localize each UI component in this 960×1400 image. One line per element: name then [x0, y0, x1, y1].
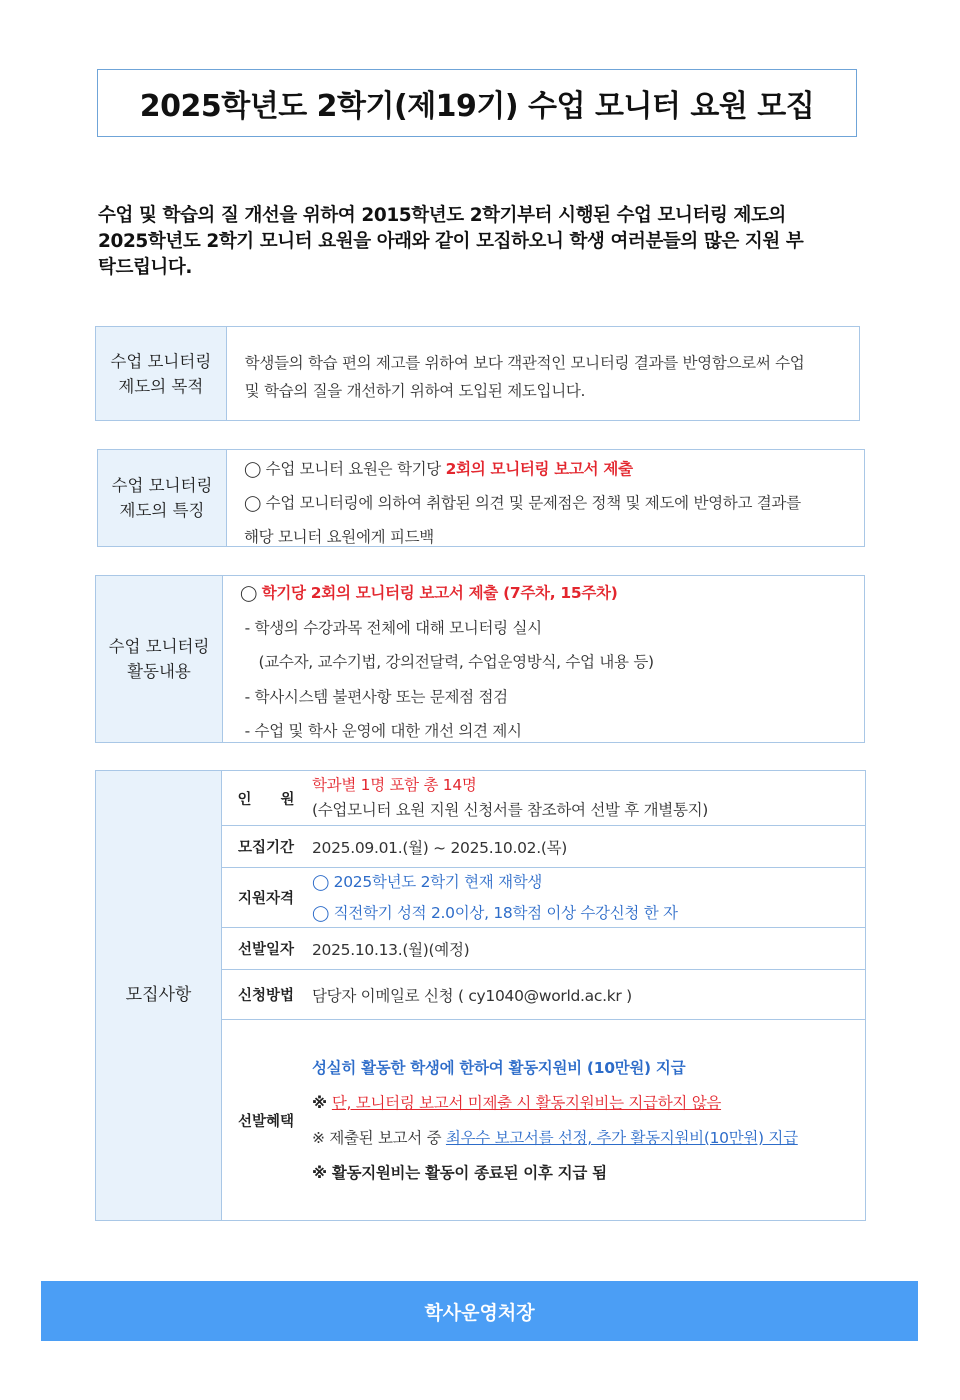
benefits-line-3: [312, 1121, 865, 1156]
headcount-line-1: 학과별 1명 포함 총 14명: [312, 776, 477, 794]
activities-line-5: - 수업 및 학사 운영에 대한 개선 의견 제시: [240, 722, 522, 740]
features-header-line: 제도의 특징: [119, 501, 205, 520]
reference-mark: ※: [312, 1094, 332, 1112]
footer-signature: 학사운영처장: [424, 1301, 535, 1324]
recruit-grid: [222, 771, 865, 1220]
period-value: 2025.09.01.(월) ~ 2025.10.02.(목): [312, 838, 568, 857]
headcount-label: 인 원: [237, 791, 295, 808]
intro-paragraph: [98, 203, 858, 281]
benefits-line-3-prefix: ※ 제출된 보고서 중: [312, 1129, 446, 1147]
activities-line-1: [240, 576, 654, 611]
purpose-header-line: 수업 모니터링: [110, 351, 212, 371]
features-header: [98, 450, 227, 546]
selection-date-row: [222, 928, 865, 970]
purpose-body: [227, 327, 859, 420]
activities-line-2: - 학생의 수강과목 전체에 대해 모니터링 실시: [240, 618, 542, 637]
eligibility-label: 지원자격: [237, 891, 295, 907]
activities-line-3: (교수자, 교수기법, 강의전달력, 수업운영방식, 수업 내용 등): [240, 653, 654, 671]
features-line-1: [244, 452, 801, 486]
page-title: 2025학년도 2학기(제19기) 수업 모니터 요원 모집: [139, 89, 815, 124]
activities-header-line: 활동내용: [127, 662, 191, 681]
headcount-row: [222, 771, 865, 826]
benefits-line-2: [312, 1086, 865, 1121]
features-section: [97, 449, 865, 547]
benefits-value: [310, 1020, 865, 1220]
recruit-section: [95, 770, 866, 1221]
period-label: 모집기간: [237, 840, 295, 856]
period-row: [222, 826, 865, 868]
eligibility-line-2: ◯ 직전학기 성적 2.0이상, 18학점 이상 수강신청 한 자: [312, 903, 678, 922]
benefits-line-4: ※ 활동지원비는 활동이 종료된 이후 지급 됨: [312, 1164, 607, 1182]
activities-section: [95, 575, 865, 743]
method-label: 신청방법: [237, 988, 295, 1004]
eligibility-row: [222, 868, 865, 928]
headcount-value: [310, 771, 865, 825]
selection-date-label: 선발일자: [237, 942, 295, 958]
purpose-header-line: 제도의 목적: [118, 376, 204, 396]
features-header-line: 수업 모니터링: [111, 476, 213, 495]
method-row: [222, 970, 865, 1020]
features-line-1-emphasis: 2회의 모니터링 보고서 제출: [445, 460, 633, 478]
purpose-line: 학생들의 학습 편의 제고를 위하여 보다 객관적인 모니터링 결과를 반영함으로써 수업: [244, 354, 805, 372]
method-value: 담당자 이메일로 신청 ( cy1040@world.ac.kr ): [312, 986, 632, 1005]
intro-line: 탁드립니다.: [98, 257, 192, 278]
activities-line-1-emphasis: 학기당 2회의 모니터링 보고서 제출 (7주차, 15주차): [261, 584, 618, 602]
benefits-line-2-emphasis: 단, 모니터링 보고서 미제출 시 활동지원비는 지급하지 않음: [331, 1094, 722, 1112]
eligibility-value: [310, 868, 865, 927]
activities-header: [96, 576, 223, 742]
eligibility-line-1: ◯ 2025학년도 2학기 현재 재학생: [312, 872, 543, 891]
title-box: [97, 69, 857, 137]
selection-date-value: 2025.10.13.(월)(예정): [312, 940, 470, 959]
benefits-row: [222, 1020, 865, 1220]
headcount-line-2: (수업모니터 요원 지원 신청서를 참조하여 선발 후 개별통지): [312, 801, 709, 819]
activities-line-4: - 학사시스템 불편사항 또는 문제점 점검: [240, 687, 508, 706]
features-line-3: 해당 모니터 요원에게 피드백: [244, 528, 434, 546]
features-body: [227, 450, 801, 546]
benefits-label: 선발혜택: [237, 1113, 295, 1130]
intro-line: 수업 및 학습의 질 개선을 위하여 2015학년도 2학기부터 시행된 수업 모니터링 제도의: [98, 205, 786, 226]
circle-mark: ◯: [240, 584, 262, 602]
features-line-2: ◯ 수업 모니터링에 의하여 취합된 의견 및 문제점은 정책 및 제도에 반영하고 결과를: [244, 494, 801, 512]
intro-line: 2025학년도 2학기 모니터 요원을 아래와 같이 모집하오니 학생 여러분들의 많은 지원 부: [98, 231, 804, 252]
recruit-header: 모집사항: [96, 771, 222, 1220]
footer-banner: [41, 1281, 918, 1341]
purpose-line: 및 학습의 질을 개선하기 위하여 도입된 제도입니다.: [244, 382, 586, 400]
activities-body: [223, 576, 654, 742]
purpose-section: [95, 326, 860, 421]
features-line-1-prefix: ◯ 수업 모니터 요원은 학기당: [244, 460, 446, 478]
purpose-header: [96, 327, 227, 420]
activities-header-line: 수업 모니터링: [108, 637, 210, 656]
benefits-line-1: 성실히 활동한 학생에 한하여 활동지원비 (10만원) 지급: [312, 1059, 686, 1077]
benefits-line-3-emphasis: 최우수 보고서를 선정, 추가 활동지원비(10만원) 지급: [445, 1129, 798, 1147]
